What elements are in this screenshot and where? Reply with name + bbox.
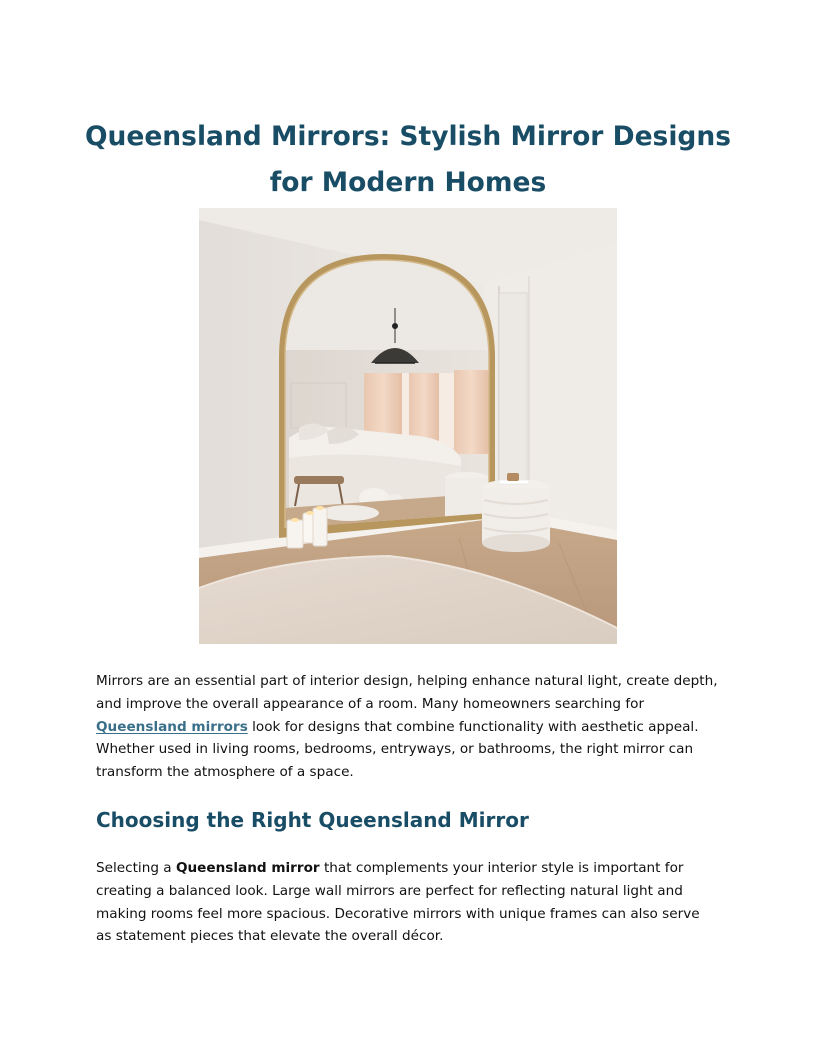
hero-image-arched-mirror-bedroom xyxy=(199,208,617,644)
intro-line-3-rest: look for designs that combine functionality with aesthetic appeal. xyxy=(247,718,699,735)
intro-line-1: Mirrors are an essential part of interior design, helping enhance natural light, create depth, xyxy=(96,673,718,689)
section-line-1-start: Selecting a xyxy=(96,860,176,876)
intro-paragraph xyxy=(96,670,726,784)
title-line-2: for Modern Homes xyxy=(269,167,547,198)
section-line-1-rest: that complements your interior style is important for xyxy=(319,860,684,876)
intro-line-2: and improve the overall appearance of a room. Many homeowners searching for xyxy=(96,695,645,712)
section-line-4: as statement pieces that elevate the overall décor. xyxy=(96,928,444,945)
intro-line-4: Whether used in living rooms, bedrooms, entryways, or bathrooms, the right mirror can xyxy=(96,741,694,758)
section-paragraph xyxy=(96,857,726,948)
section-heading: Choosing the Right Queensland Mirror xyxy=(96,808,529,832)
section-line-3: making rooms feel more spacious. Decorative mirrors with unique frames can also serve xyxy=(96,905,700,922)
intro-line-5: transform the atmosphere of a space. xyxy=(96,764,354,781)
section-line-2: creating a balanced look. Large wall mirrors are perfect for reflecting natural light and xyxy=(96,882,683,899)
page-title xyxy=(80,114,736,206)
title-line-1: Queensland Mirrors: Stylish Mirror Designs xyxy=(84,121,732,152)
queensland-mirrors-link[interactable]: Queensland mirrors xyxy=(96,718,248,735)
queensland-mirror-bold: Queensland mirror xyxy=(175,860,320,876)
